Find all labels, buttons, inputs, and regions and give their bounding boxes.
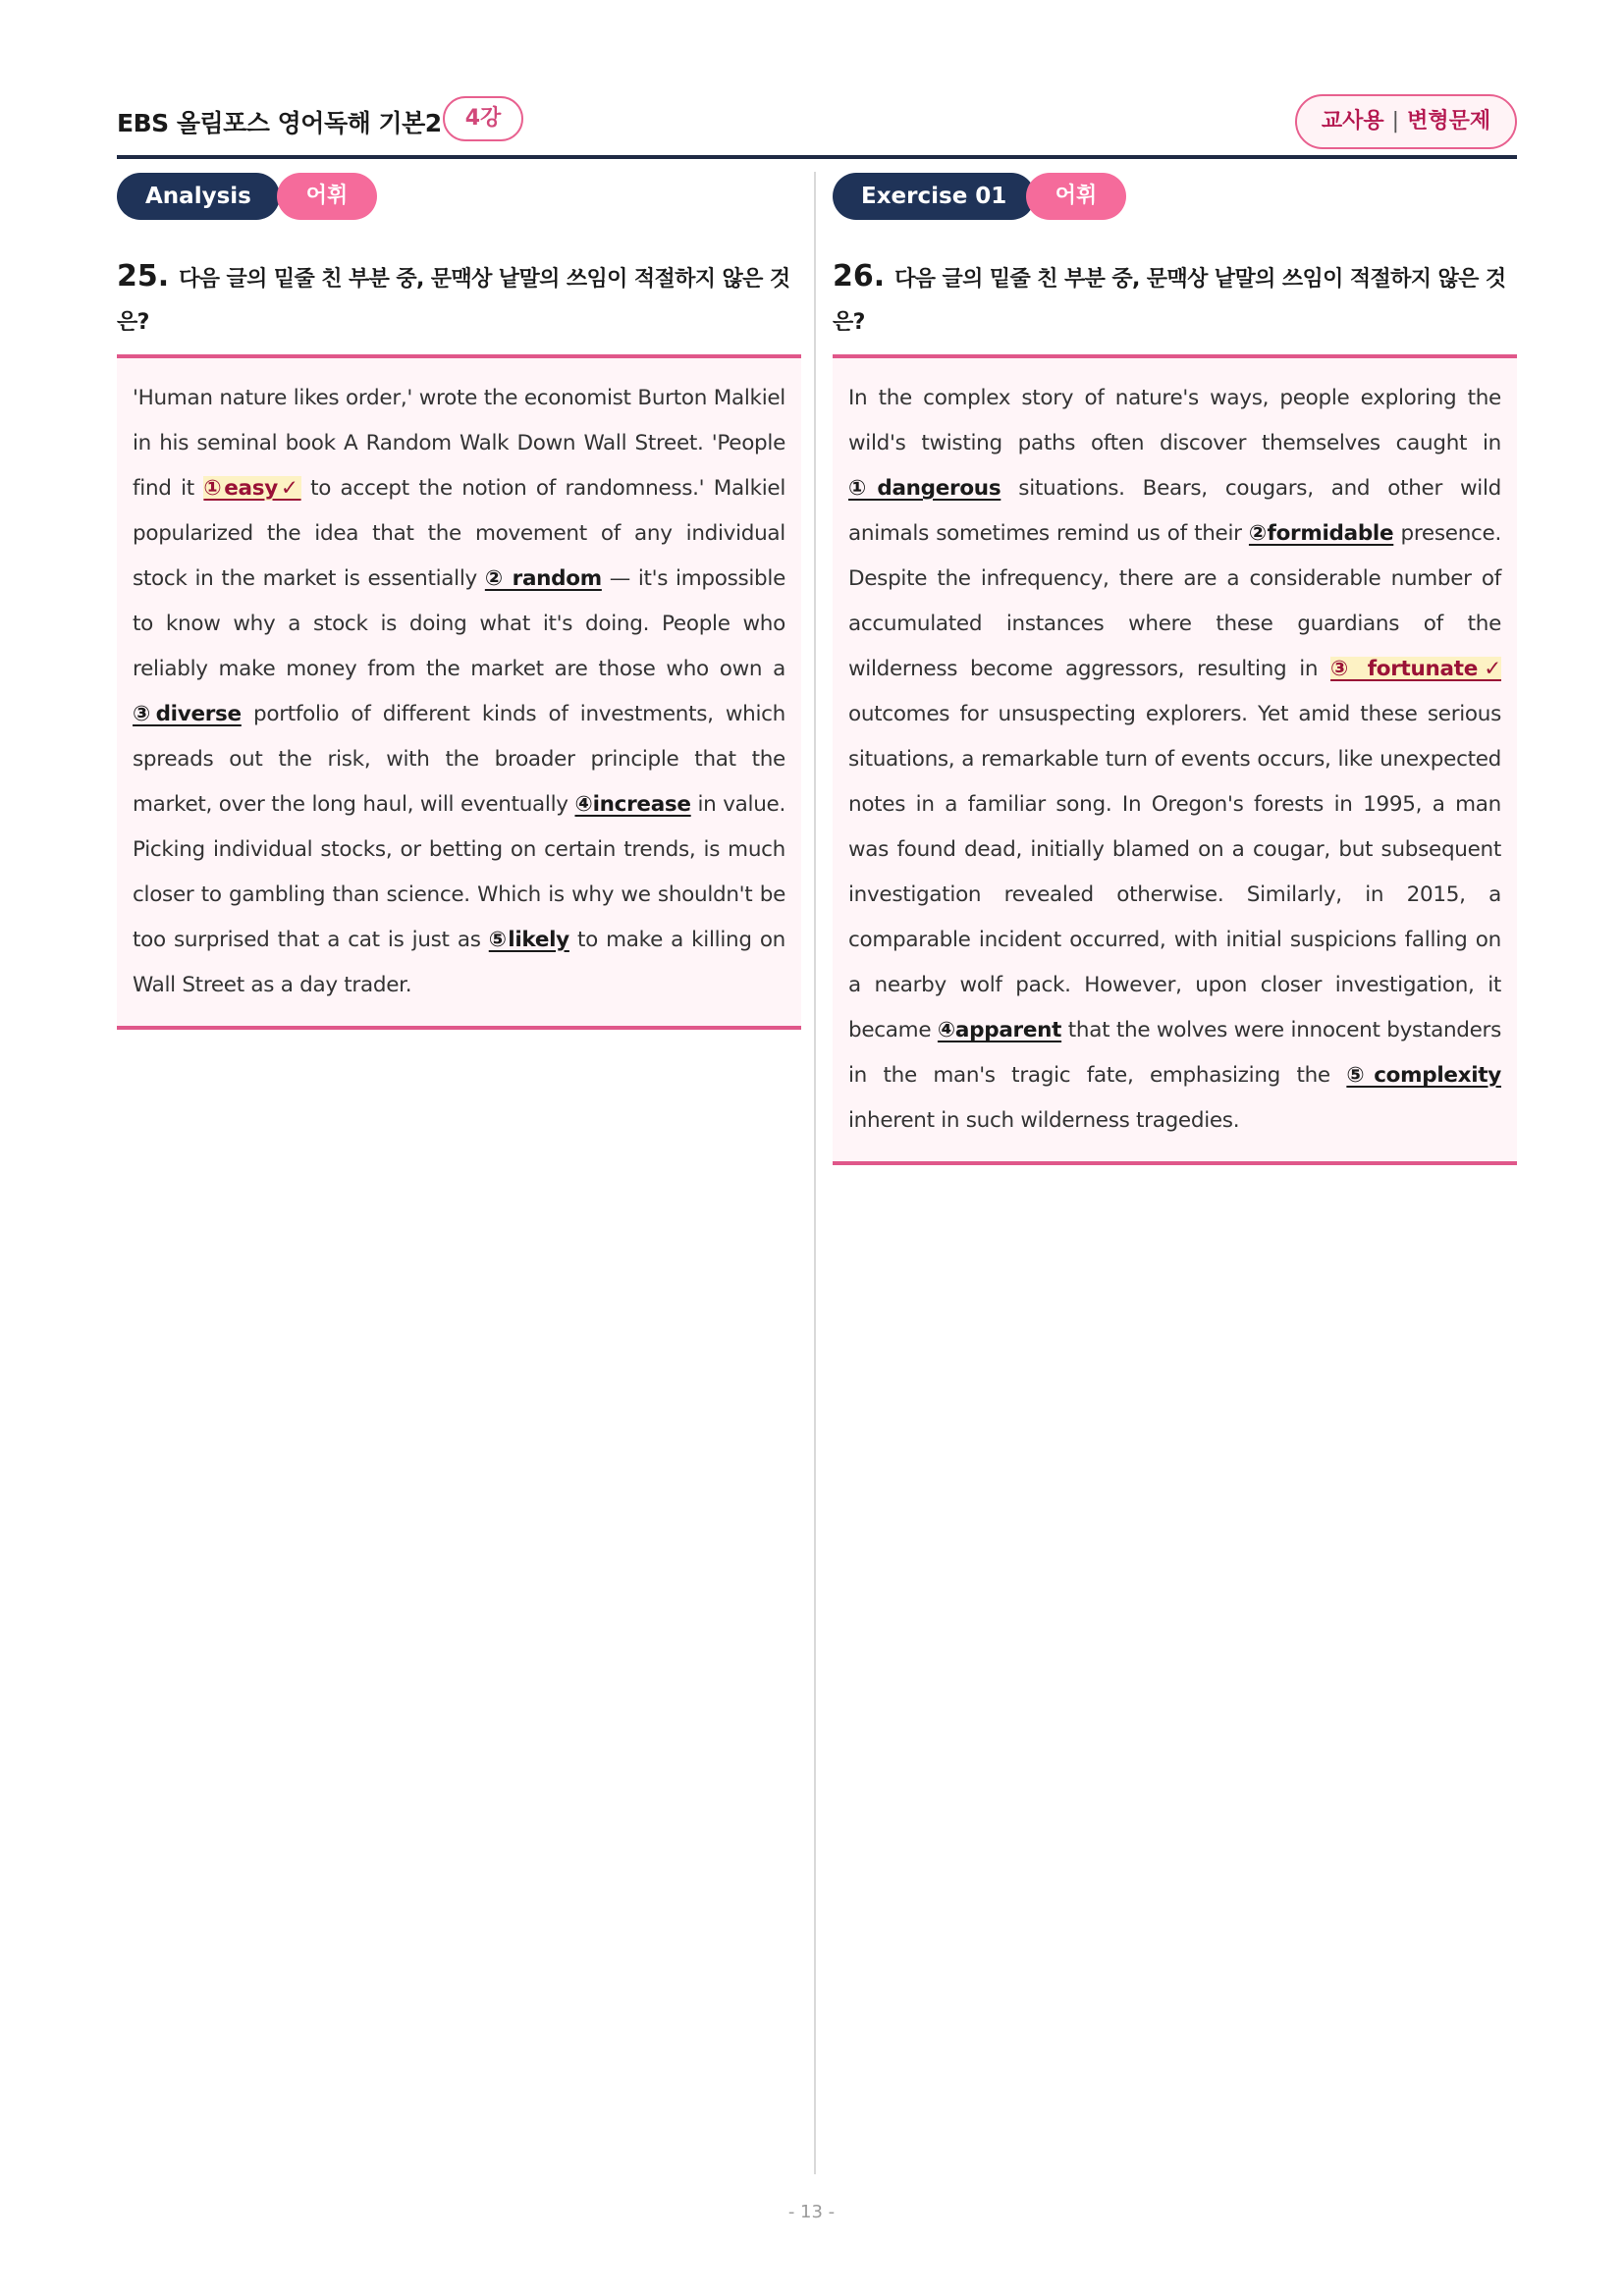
passage-segment: portfolio of different kinds of investments, which spreads out the risk, with the broader principle that the market, over the long haul, will eventually [133, 702, 785, 817]
choice-5: ⑤complexity [1346, 1063, 1502, 1088]
column-divider [814, 172, 816, 2174]
passage-segment: — it's impossible to know why a stock is doing what it's doing. People who reliably make money from the market are those who own a [133, 566, 785, 681]
passage-segment: situations. Bears, cougars, and other wild animals sometimes remind us of their [848, 476, 1501, 546]
choice-2: ②formidable [1248, 521, 1394, 546]
right-tags [833, 173, 1517, 220]
passage-text [133, 376, 785, 1008]
choice-2: ② random [484, 566, 602, 591]
header-rule [117, 155, 1517, 159]
document-type-badge [1295, 94, 1517, 149]
passage-text [848, 376, 1501, 1144]
choice-1-answer: ①easy✓ [203, 476, 301, 501]
type-badge-teacher: 교사용 [1321, 109, 1384, 133]
question-26 [833, 255, 1517, 345]
passage-segment: in value. Picking individual stocks, or betting on certain trends, is much closer to gambling than science. Which is why we shouldn't be too surprised that a cat is just as [133, 792, 785, 952]
left-tags [117, 173, 801, 220]
choice-3-answer: ③ fortunate✓ [1330, 657, 1502, 681]
passage-segment: outcomes for unsuspecting explorers. Yet amid these serious situations, a remarkable turn of events occurs, like unexpected notes in a familiar song. In Oregon's forests in 1995, a man was found dead, initially blamed on a cougar, but subsequent investigation revealed otherwise. Similarly, in 2015, a comparable incident occurred, with initial suspicions falling on a nearby wolf pack. However, upon closer investigation, it became [848, 702, 1501, 1042]
right-column [833, 173, 1517, 1165]
page-number: - 13 - [787, 2202, 836, 2222]
passage-segment: that the wolves were innocent bystanders in the man's tragic fate, emphasizing the [848, 1018, 1501, 1088]
passage-segment: to accept the notion of randomness.' Malkiel popularized the idea that the movement of any individual stock in the market is essentially [133, 476, 785, 591]
choice-4: ④apparent [937, 1018, 1062, 1042]
type-badge-variant: 변형문제 [1407, 109, 1491, 133]
passage-box [117, 354, 801, 1030]
passage-box [833, 354, 1517, 1165]
vocabulary-tag: 어휘 [277, 173, 377, 220]
page-header [117, 94, 1517, 159]
lesson-badge: 4강 [443, 96, 523, 141]
passage-segment: inherent in such wilderness tragedies. [848, 1108, 1240, 1133]
choice-1: ①dangerous [848, 476, 1001, 501]
type-badge-separator: | [1391, 109, 1400, 133]
analysis-tag: Analysis [117, 173, 280, 220]
question-number: 25. [117, 259, 170, 294]
exercise-tag: Exercise 01 [833, 173, 1035, 220]
left-column [117, 173, 801, 1030]
question-number: 26. [833, 259, 886, 294]
passage-segment: 'Human nature likes order,' wrote the economist Burton Malkiel in his seminal book A Random Walk Down Wall Street. 'People find it [133, 386, 785, 501]
question-text: 다음 글의 밑줄 친 부분 중, 문맥상 낱말의 쓰임이 적절하지 않은 것은? [117, 267, 790, 335]
vocabulary-tag: 어휘 [1026, 173, 1126, 220]
question-text: 다음 글의 밑줄 친 부분 중, 문맥상 낱말의 쓰임이 적절하지 않은 것은? [833, 267, 1506, 335]
passage-segment: In the complex story of nature's ways, people exploring the wild's twisting paths often discover themselves caught in [848, 386, 1501, 455]
choice-5: ⑤likely [488, 928, 569, 952]
passage-segment: presence. Despite the infrequency, there are a considerable number of accumulated instances where these guardians of the wilderness become aggressors, resulting in [848, 521, 1501, 681]
choice-4: ④increase [574, 792, 691, 817]
choice-3: ③diverse [133, 702, 242, 726]
book-title: EBS 올림포스 영어독해 기본2 [117, 109, 442, 137]
question-25 [117, 255, 801, 345]
passage-segment: to make a killing on Wall Street as a day trader. [133, 928, 785, 997]
